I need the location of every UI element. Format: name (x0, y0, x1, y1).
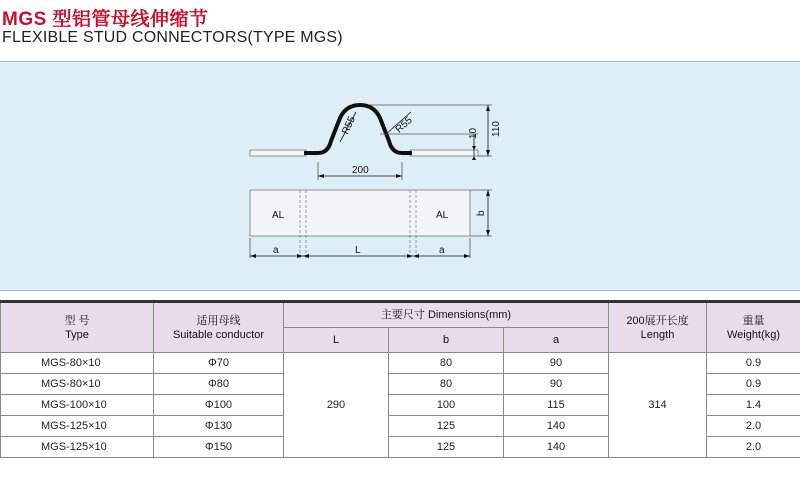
page-title-en: FLEXIBLE STUD CONNECTORS(TYPE MGS) (2, 29, 343, 46)
cell-b: 125 (389, 437, 504, 458)
top-view (250, 190, 492, 258)
header-conductor (154, 302, 284, 353)
dim200-arrow-right (396, 174, 402, 178)
page-title-cn: MGS 型铝管母线伸缩节 (2, 9, 209, 30)
cell-weight: 0.9 (707, 374, 800, 395)
cell-type: MGS-125×10 (1, 416, 154, 437)
left-flat-end (250, 150, 306, 156)
header-length (609, 302, 707, 353)
dima-right-arrow2 (464, 254, 470, 258)
al-right-label: AL (436, 210, 449, 221)
cell-conductor: Φ150 (154, 437, 284, 458)
cell-weight: 2.0 (707, 416, 800, 437)
header-conductor-cn: 适用母线 (196, 314, 241, 327)
dim110-arrow-top (486, 105, 490, 111)
cell-type: MGS-125×10 (1, 437, 154, 458)
cell-conductor: Φ100 (154, 395, 284, 416)
header-weight-cn: 重量 (742, 314, 765, 327)
cell-conductor: Φ80 (154, 374, 284, 395)
r2-label: R55 (393, 114, 415, 136)
dim200-label: 200 (352, 165, 369, 176)
dima-left-label: a (273, 245, 279, 256)
cell-weight: 2.0 (707, 437, 800, 458)
header-dimensions: 主要尺寸 Dimensions(mm) (284, 302, 609, 328)
header-weight-en: Weight(kg) (727, 328, 780, 341)
cell-type: MGS-80×10 (1, 374, 154, 395)
cell-b: 80 (389, 353, 504, 374)
header-a: a (504, 328, 609, 353)
cell-a: 140 (504, 437, 609, 458)
technical-drawing (0, 61, 800, 291)
table-row (1, 353, 800, 374)
dimb-arrow-top (486, 190, 490, 196)
dim110-arrow-bottom (486, 150, 490, 156)
dim200-arrow-left (318, 174, 324, 178)
side-view (250, 105, 502, 180)
header-type-cn: 型 号 (64, 314, 90, 327)
cell-type: MGS-100×10 (1, 395, 154, 416)
cell-conductor: Φ70 (154, 353, 284, 374)
dimb-arrow-bottom (486, 230, 490, 236)
spec-table (0, 300, 800, 458)
cell-type: MGS-80×10 (1, 353, 154, 374)
dima-left-arrow1 (250, 254, 256, 258)
cell-length: 314 (609, 353, 707, 458)
dim10-label: 10 (468, 127, 479, 139)
cell-a: 115 (504, 395, 609, 416)
header-type (1, 302, 154, 353)
cell-b: 80 (389, 374, 504, 395)
cell-b: 125 (389, 416, 504, 437)
cell-weight: 0.9 (707, 353, 800, 374)
dim110-label: 110 (491, 121, 502, 137)
header-L: L (284, 328, 389, 353)
cell-a: 90 (504, 374, 609, 395)
header-b: b (389, 328, 504, 353)
dimb-label: b (476, 210, 487, 216)
header-type-en: Type (65, 328, 89, 341)
drawing-svg (0, 62, 800, 290)
cell-b: 100 (389, 395, 504, 416)
dimL-label: L (355, 245, 361, 256)
al-left-label: AL (272, 210, 285, 221)
cell-weight: 1.4 (707, 395, 800, 416)
header-weight (707, 302, 800, 353)
cell-a: 140 (504, 416, 609, 437)
dim10-arrow-bottom (472, 156, 476, 160)
cell-L: 290 (284, 353, 389, 458)
dim10-arrow (472, 146, 476, 150)
right-flat-end (410, 150, 478, 156)
cell-conductor: Φ130 (154, 416, 284, 437)
header-conductor-en: Suitable conductor (172, 328, 265, 341)
header-length-en: Length (640, 328, 675, 341)
cell-a: 90 (504, 353, 609, 374)
dima-right-label: a (439, 245, 445, 256)
header-length-cn: 200展开长度 (626, 314, 689, 327)
r1-label: R55 (340, 114, 358, 137)
